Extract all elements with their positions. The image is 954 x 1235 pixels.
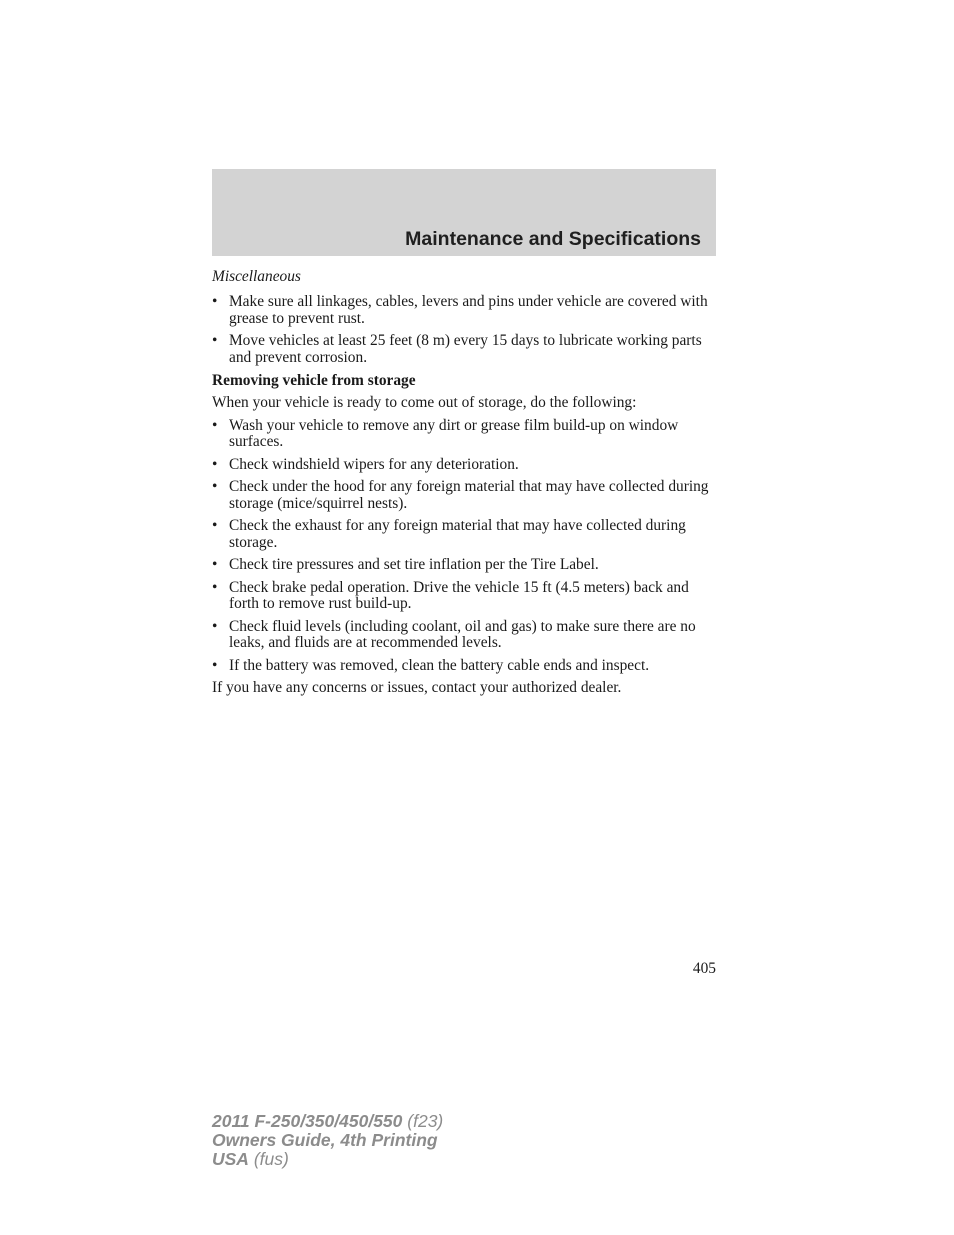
footer-model-line — [212, 1112, 443, 1131]
list-item-text: Check windshield wipers for any deterioration. — [229, 455, 519, 473]
miscellaneous-heading: Miscellaneous — [212, 268, 301, 285]
list-item-text: Check fluid levels (including coolant, oil and gas) to make sure there are no leaks, and fluids are at recommended levels. — [229, 617, 696, 651]
bullet-icon: • — [212, 578, 218, 596]
bullet-icon: • — [212, 293, 218, 310]
bullet-icon: • — [212, 556, 218, 573]
list-item-text: Move vehicles at least 25 feet (8 m) every 15 days to lubricate working parts and prevent corrosion. — [229, 332, 702, 366]
bullet-icon: • — [212, 656, 218, 674]
list-item — [212, 658, 718, 675]
footer-model-code: (f23) — [407, 1111, 444, 1131]
footer-market-line — [212, 1150, 443, 1169]
list-item — [212, 557, 718, 574]
list-item — [212, 518, 718, 551]
list-item-text: Check brake pedal operation. Drive the vehicle 15 ft (4.5 meters) back and forth to remove rust build-up. — [229, 578, 689, 612]
list-item — [212, 333, 718, 366]
bullet-icon: • — [212, 478, 218, 495]
removing-list — [212, 418, 718, 675]
list-item-text: Wash your vehicle to remove any dirt or grease film build-up on window surfaces. — [229, 416, 679, 450]
footer-guide-line: Owners Guide, 4th Printing — [212, 1130, 438, 1150]
footer-model: 2011 F-250/350/450/550 — [212, 1111, 403, 1131]
list-item-text: Check under the hood for any foreign material that may have collected during storage (mice/squirrel nests). — [229, 478, 709, 512]
miscellaneous-list — [212, 294, 718, 366]
document-footer — [212, 1112, 443, 1169]
footer-market-code: (fus) — [253, 1149, 289, 1169]
bullet-icon: • — [212, 332, 218, 349]
bullet-icon: • — [212, 517, 218, 534]
list-item — [212, 619, 718, 652]
list-item-text: If the battery was removed, clean the battery cable ends and inspect. — [229, 656, 650, 674]
section-title: Maintenance and Specifications — [405, 228, 701, 250]
bullet-icon: • — [212, 617, 218, 635]
list-item — [212, 479, 718, 512]
closing-paragraph: If you have any concerns or issues, contact your authorized dealer. — [212, 679, 622, 696]
section-header-band — [212, 169, 716, 256]
page-number: 405 — [692, 960, 716, 977]
list-item-text: Check the exhaust for any foreign material that may have collected during storage. — [229, 517, 686, 551]
list-item-text: Make sure all linkages, cables, levers and pins under vehicle are covered with grease to prevent rust. — [229, 293, 708, 327]
bullet-icon: • — [212, 455, 218, 473]
list-item — [212, 294, 718, 327]
list-item-text: Check tire pressures and set tire inflation per the Tire Label. — [229, 556, 599, 573]
list-item — [212, 580, 718, 613]
list-item — [212, 457, 718, 474]
bullet-icon: • — [212, 416, 218, 434]
list-item — [212, 418, 718, 451]
page-content — [212, 266, 718, 703]
removing-heading: Removing vehicle from storage — [212, 372, 416, 389]
footer-market: USA — [212, 1149, 249, 1169]
removing-intro: When your vehicle is ready to come out of storage, do the following: — [212, 394, 637, 411]
